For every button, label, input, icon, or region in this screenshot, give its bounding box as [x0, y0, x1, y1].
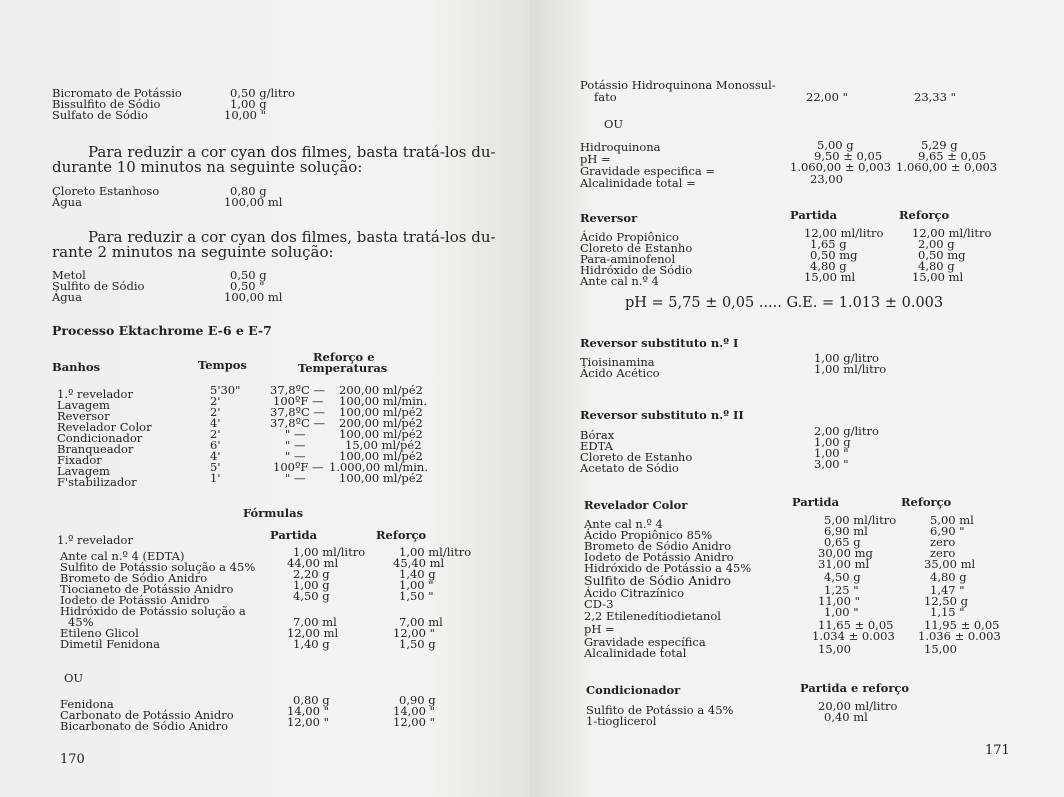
- ingredient-name: pH =: [580, 152, 611, 166]
- column-header: Temperaturas: [298, 361, 388, 375]
- bath-temp: 37,8ºC —: [270, 416, 325, 430]
- reforco-value: 9,65 ± 0,05: [918, 149, 987, 163]
- left-page: [0, 0, 530, 797]
- bath-temp: " —: [285, 438, 306, 452]
- partida-value: 1.060,00 ± 0,003: [790, 160, 892, 174]
- reforco-value: 4,80 g: [918, 259, 955, 273]
- bath-reforco: 200,00 ml/pé2: [339, 383, 423, 397]
- ingredient-name: Metol: [52, 268, 86, 282]
- page-number: 171: [985, 743, 1010, 758]
- section-title: Reversor substituto n.º II: [580, 408, 744, 422]
- bath-time: 5'30": [210, 383, 241, 397]
- partida-value: 12,00 ml/litro: [804, 226, 884, 240]
- ingredient-name: Iodeto de Potássio Anidro: [584, 550, 734, 564]
- ingredient-name: 2,2 Etilenedítiodietanol: [584, 609, 721, 623]
- column-header: Reforço: [899, 208, 950, 222]
- reforco-value: 1,00 ml/litro: [399, 545, 472, 559]
- formula-title: 1.º revelador: [57, 533, 133, 547]
- reforco-value: 1.060,00 ± 0,003: [896, 160, 998, 174]
- paragraph-line: Para reduzir a cor cyan dos filmes, basta tratá-los du-: [88, 143, 496, 161]
- ingredient-name: Bórax: [580, 428, 615, 442]
- reforco-value: 35,00 ml: [924, 557, 976, 571]
- ingredient-name: Tioisinamina: [580, 355, 655, 369]
- bath-reforco: 100,00 ml/pé2: [339, 471, 423, 485]
- ingredient-name: Gravidade especifica =: [580, 164, 716, 178]
- bath-temp: " —: [285, 471, 306, 485]
- partida-value: 1,00 ml/litro: [293, 545, 366, 559]
- ingredient-name: Ante cal n.º 4: [584, 517, 663, 531]
- bath-temp: " —: [285, 427, 306, 441]
- column-header: Partida e reforço: [800, 681, 910, 695]
- partida-value: 5,00 ml/litro: [824, 513, 897, 527]
- bath-name: Lavagem: [57, 398, 110, 412]
- ingredient-name: Sulfato de Sódio: [52, 108, 148, 122]
- ingredient-name: Sulfito de Potássio a 45%: [586, 703, 734, 717]
- section-title: Reversor substituto n.º I: [580, 336, 739, 350]
- ingredient-name: Tiocianeto de Potássio Anidro: [60, 582, 234, 596]
- bath-name: F'stabilizador: [57, 475, 137, 489]
- ingredient-value: 1,00 g: [230, 97, 267, 111]
- ingredient-value: 100,00 ml: [224, 290, 283, 304]
- partida-value: 11,65 ± 0,05: [818, 618, 894, 632]
- column-header: Reforço: [376, 528, 427, 542]
- bath-time: 6': [210, 438, 221, 452]
- bath-name: Lavagem: [57, 464, 110, 478]
- column-header: Reforço: [901, 495, 952, 509]
- paragraph-line: durante 10 minutos na seguinte solução:: [52, 158, 363, 176]
- ph-line: pH = 5,75 ± 0,05 ..... G.E. = 1.013 ± 0.003: [625, 295, 944, 311]
- ingredient-name: Ácido Citrazínico: [584, 586, 685, 600]
- reforco-value: 4,80 g: [930, 570, 967, 584]
- ingredient-value: 1,00 g: [814, 435, 851, 449]
- reforco-value: 11,95 ± 0,05: [924, 618, 1000, 632]
- reforco-value: 1,50 g: [399, 637, 436, 651]
- partida-value: 15,00: [818, 642, 851, 656]
- reforco-value: 14,00 ": [393, 704, 435, 718]
- ingredient-name: Alcalinidade total =: [580, 176, 696, 190]
- ingredient-value: 0,50 g/litro: [230, 86, 295, 100]
- partida-value: 12,00 ": [287, 715, 329, 729]
- section-title: Revelador Color: [584, 498, 688, 512]
- bath-time: 1': [210, 471, 221, 485]
- partida-value: 0,50 mg: [810, 248, 858, 262]
- bath-temp: " —: [285, 449, 306, 463]
- reforco-value: 1,40 g: [399, 567, 436, 581]
- section-title: Processo Ektachrome E-6 e E-7: [52, 323, 272, 338]
- ingredient-name: Etileno Glicol: [60, 626, 139, 640]
- ingredient-name: Gravidade específica: [584, 635, 706, 649]
- bath-reforco: 1.000,00 ml/min.: [329, 460, 428, 474]
- partida-value: 4,80 g: [810, 259, 847, 273]
- ingredient-value: 0,50 ": [230, 279, 265, 293]
- ingredient-name: Hidróxido de Potássio solução a: [60, 604, 246, 618]
- reforco-value: 1,15 ": [930, 605, 965, 619]
- ingredient-name: Cloreto Estanhoso: [52, 184, 160, 198]
- section-title: Reversor: [580, 211, 638, 225]
- partida-value: 1,25 ": [824, 583, 859, 597]
- ingredient-name: Ácido Propiônico: [580, 230, 679, 244]
- reforco-value: 12,00 ": [393, 715, 435, 729]
- bath-reforco: 100,00 ml/pé2: [339, 405, 423, 419]
- partida-value: 44,00 ml: [287, 556, 339, 570]
- ingredient-name: Sulfito de Sódio Anidro: [584, 573, 732, 588]
- column-header: Reforço e: [313, 350, 375, 364]
- page-number: 170: [60, 752, 85, 767]
- ingredient-name: Alcalinidade total: [584, 646, 687, 660]
- ingredient-name: Água: [52, 195, 82, 209]
- ingredient-name: Brometo de Sódio Anidro: [60, 571, 208, 585]
- partida-value: 1,65 g: [810, 237, 847, 251]
- column-header: Tempos: [198, 358, 247, 372]
- ingredient-name: Iodeto de Potássio Anidro: [60, 593, 210, 607]
- bath-name: Reversor: [57, 409, 110, 423]
- reforco-value: zero: [930, 535, 956, 549]
- partida-value: 31,00 ml: [818, 557, 870, 571]
- ingredient-name: Ante cal n.º 4: [580, 274, 659, 288]
- ingredient-name: CD-3: [584, 597, 614, 611]
- ingredient-name: EDTA: [580, 439, 613, 453]
- column-header: Partida: [790, 208, 838, 222]
- partida-value: 15,00 ml: [804, 270, 856, 284]
- ingredient-value: 0,50 g: [230, 268, 267, 282]
- partida-value: 1.034 ± 0.003: [812, 629, 895, 643]
- paragraph-line: rante 2 minutos na seguinte solução:: [52, 243, 334, 261]
- reforco-value: zero: [930, 546, 956, 560]
- partida-value: 0,80 g: [293, 693, 330, 707]
- bath-time: 5': [210, 460, 221, 474]
- ingredient-name: Sulfito de Sódio: [52, 279, 145, 293]
- partida-value: 30,00 mg: [818, 546, 873, 560]
- ingredient-value: 100,00 ml: [224, 195, 283, 209]
- reforco-value: 15,00: [924, 642, 957, 656]
- ingredient-value: 10,00 ": [224, 108, 266, 122]
- ingredient-name: fato: [594, 90, 617, 104]
- column-header: Partida: [792, 495, 840, 509]
- partida-value: 4,50 g: [824, 570, 861, 584]
- bath-reforco: 15,00 ml/pé2: [345, 438, 422, 452]
- partida-value: 14,00 ": [287, 704, 329, 718]
- bath-reforco: 100,00 ml/pé2: [339, 427, 423, 441]
- ingredient-value: 1,00 g/litro: [814, 351, 879, 365]
- ingredient-name: pH =: [584, 622, 615, 636]
- reforco-value: 5,29 g: [921, 138, 958, 152]
- ingredient-value: 3,00 ": [814, 457, 849, 471]
- ingredient-name: Brometo de Sódio Anidro: [584, 539, 732, 553]
- section-title: Fórmulas: [243, 506, 304, 520]
- bath-name: Fixador: [57, 453, 102, 467]
- ingredient-name: Dimetil Fenidona: [60, 637, 161, 651]
- bath-time: 4': [210, 449, 221, 463]
- bath-name: Revelador Color: [57, 420, 152, 434]
- reforco-value: 12,00 ": [393, 626, 435, 640]
- ingredient-name: Fenidona: [60, 697, 114, 711]
- ingredient-value: 0,80 g: [230, 184, 267, 198]
- ingredient-name: Sulfito de Potássio solução a 45%: [60, 560, 256, 574]
- ingredient-name: Hidróxido de Sódio: [580, 263, 693, 277]
- or-separator: OU: [64, 671, 84, 685]
- bath-time: 2': [210, 427, 221, 441]
- ingredient-name: Ácido Propiônico 85%: [584, 528, 713, 542]
- reforco-value: 1,47 ": [930, 583, 965, 597]
- ingredient-name: Bicromato de Potássio: [52, 86, 182, 100]
- reforco-value: 1,50 ": [399, 589, 434, 603]
- bath-name: Condicionador: [57, 431, 143, 445]
- reforco-value: 2,00 g: [918, 237, 955, 251]
- partida-value: 23,00: [810, 172, 843, 186]
- reforco-value: 12,50 g: [924, 594, 968, 608]
- ingredient-name: Acetato de Sódio: [580, 461, 679, 475]
- reforco-value: 1,00 ": [399, 578, 434, 592]
- partida-value: 11,00 ": [818, 594, 860, 608]
- reforco-value: 6,90 ": [930, 524, 965, 538]
- reforco-value: 23,33 ": [914, 90, 956, 104]
- ingredient-name: 45%: [68, 615, 94, 629]
- bath-time: 4': [210, 416, 221, 430]
- ingredient-value: 2,00 g/litro: [814, 424, 879, 438]
- ingredient-name: Carbonato de Potássio Anidro: [60, 708, 234, 722]
- partida-value: 2,20 g: [293, 567, 330, 581]
- bath-temp: 37,8ºC —: [270, 383, 325, 397]
- column-header: Banhos: [52, 360, 101, 374]
- bath-name: 1.º revelador: [57, 387, 133, 401]
- reforco-value: 7,00 ml: [399, 615, 443, 629]
- ingredient-name: Potássio Hidroquinona Monossul-: [580, 78, 776, 92]
- partida-value: 1,00 g: [293, 578, 330, 592]
- bath-reforco: 100,00 ml/min.: [339, 394, 427, 408]
- ingredient-name: Para-aminofenol: [580, 252, 676, 266]
- ingredient-value: 20,00 ml/litro: [818, 699, 898, 713]
- ingredient-name: Hidroquinona: [580, 140, 661, 154]
- right-page: [530, 0, 1064, 797]
- partida-value: 9,50 ± 0,05: [814, 149, 883, 163]
- ingredient-value: 1,00 ml/litro: [814, 362, 887, 376]
- reforco-value: 15,00 ml: [912, 270, 964, 284]
- bath-temp: 37,8ºC —: [270, 405, 325, 419]
- partida-value: 22,00 ": [806, 90, 848, 104]
- section-title: Condicionador: [586, 683, 681, 697]
- ingredient-name: Cloreto de Estanho: [580, 241, 693, 255]
- ingredient-name: Ácido Acético: [580, 366, 660, 380]
- ingredient-value: 0,40 ml: [824, 710, 868, 724]
- bath-reforco: 200,00 ml/pé2: [339, 416, 423, 430]
- partida-value: 7,00 ml: [293, 615, 337, 629]
- bath-time: 2': [210, 394, 221, 408]
- reforco-value: 45,40 ml: [393, 556, 445, 570]
- ingredient-name: Água: [52, 290, 82, 304]
- partida-value: 4,50 g: [293, 589, 330, 603]
- partida-value: 12,00 ml: [287, 626, 339, 640]
- reforco-value: 0,50 mg: [918, 248, 966, 262]
- column-header: Partida: [270, 528, 318, 542]
- partida-value: 1,40 g: [293, 637, 330, 651]
- ingredient-name: Hidróxido de Potássio a 45%: [584, 561, 752, 575]
- ingredient-name: Cloreto de Estanho: [580, 450, 693, 464]
- bath-name: Branqueador: [57, 442, 134, 456]
- reforco-value: 0,90 g: [399, 693, 436, 707]
- partida-value: 5,00 g: [817, 138, 854, 152]
- partida-value: 6,90 ml: [824, 524, 868, 538]
- reforco-value: 5,00 ml: [930, 513, 974, 527]
- reforco-value: 1.036 ± 0.003: [918, 629, 1001, 643]
- ingredient-value: 1,00 ": [814, 446, 849, 460]
- bath-temp: 100ºF —: [273, 394, 324, 408]
- partida-value: 0,65 g: [824, 535, 861, 549]
- bath-reforco: 100,00 ml/pé2: [339, 449, 423, 463]
- ingredient-name: Bissulfito de Sódio: [52, 97, 161, 111]
- bath-time: 2': [210, 405, 221, 419]
- ingredient-name: Ante cal n.º 4 (EDTA): [60, 549, 185, 563]
- or-separator: OU: [604, 117, 624, 131]
- ingredient-name: 1-tioglicerol: [586, 714, 657, 728]
- reforco-value: 12,00 ml/litro: [912, 226, 992, 240]
- partida-value: 1,00 ": [824, 605, 859, 619]
- bath-temp: 100ºF —: [273, 460, 324, 474]
- paragraph-line: Para reduzir a cor cyan dos filmes, basta tratá-los du-: [88, 228, 496, 246]
- ingredient-name: Bicarbonato de Sódio Anidro: [60, 719, 229, 733]
